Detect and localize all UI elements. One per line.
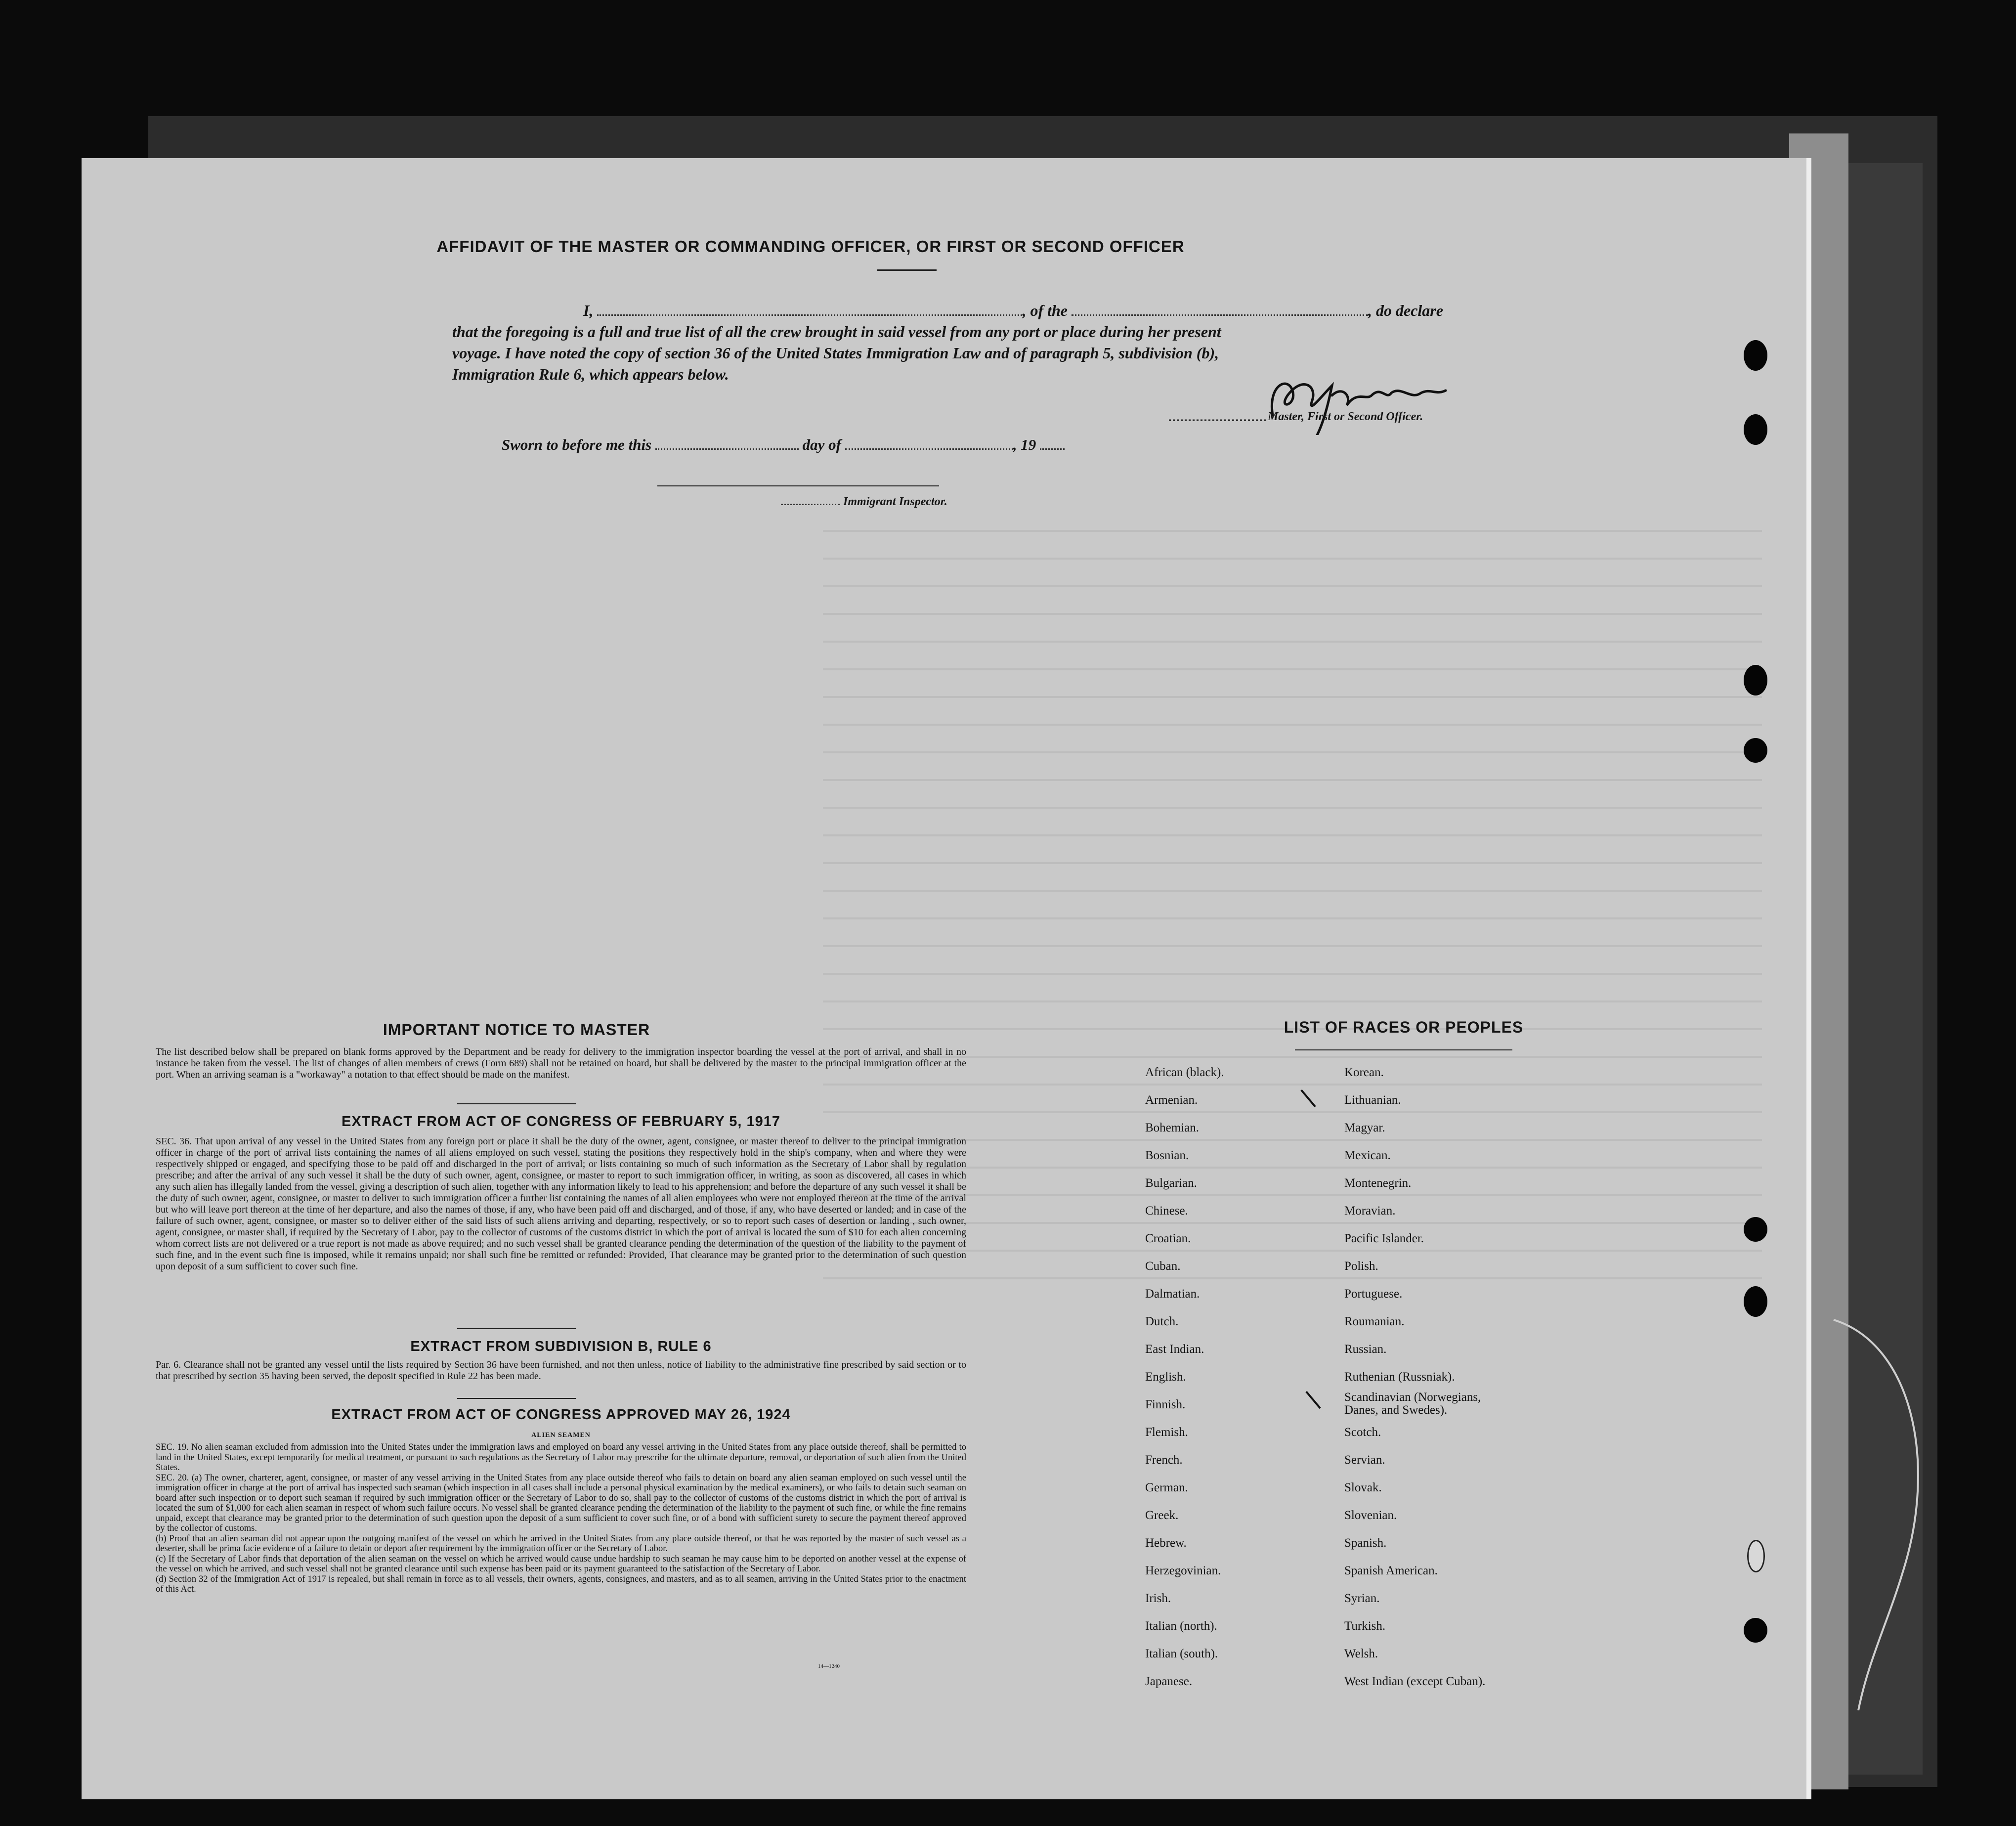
- race-item: Russian.: [1344, 1343, 1387, 1356]
- race-item: Spanish.: [1344, 1536, 1387, 1550]
- race-item: Scandinavian (Norwegians, Danes, and Swedes).: [1344, 1391, 1481, 1417]
- race-item: Pacific Islander.: [1344, 1232, 1424, 1245]
- extract2-title: EXTRACT FROM SUBDIVISION B, RULE 6: [410, 1339, 712, 1354]
- extract2-body: Par. 6. Clearance shall not be granted any vessel until the lists required by Section 36 have been furnished, and not then unless, notice of liability to the administrative fine prescribed by said section or to that prescribed by section 35 having been served, the deposit specified in Rule 22 has been made.: [156, 1359, 966, 1382]
- curved-pen-mark: [1829, 1315, 1947, 1720]
- extract3-sec20d: (d) Section 32 of the Immigration Act of 1917 is repealed, but shall remain in force as to all vessels, their owners, agents, consignees, and masters, and as to all seamen, arriving in the United States prior to the enactment of this Act.: [156, 1574, 966, 1594]
- races-left-column: [1145, 1059, 1224, 1696]
- race-item: Armenian.: [1145, 1093, 1198, 1107]
- divider-1: [457, 1103, 576, 1104]
- extract3-sec19: SEC. 19. No alien seaman excluded from admission into the United States under the immigration laws and employed on board any vessel arriving in the United States from any place outside thereof, shall be permitted to land in the United States, except temporarily for medical treatment, or pursuant to such regulations as the Secretary of Labor may prescribe for the ultimate departure, removal, or deportation of such alien from the United States.: [156, 1442, 966, 1473]
- master-signature: [1154, 366, 1465, 435]
- sworn-day-field[interactable]: [655, 448, 799, 450]
- extract3-sec20c: (c) If the Secretary of Labor finds that deportation of the alien seaman on the vessel on which he arrived would cause undue hardship to such seaman he may cause him to be deported on another vessel at the expense of the vessel on which he arrived, and such vessel shall not be granted clearance until such expense has been paid or its payment guaranteed to the satisfaction of the Secretary of Labor.: [156, 1554, 966, 1574]
- race-item: Irish.: [1145, 1592, 1171, 1605]
- extract3-sec20a: SEC. 20. (a) The owner, charterer, agent, consignee, or master of any vessel arriving in the United States from any place outside thereof who fails to detain on board any alien seaman employed on such vessel until the immigration officer in charge at the port of arrival has inspected such seaman (which inspection in all cases shall include a personal physical examination by the medical examiners), or who fails to detain such seaman on board after such inspection or to deport such seaman if required by such immigration officer or the Secretary of Labor to do so, shall pay to the collector of customs of the customs district in which the port of arrival is located the sum of $1,000 for each alien seaman in respect of whom such failure occurs. No vessel shall be granted clearance pending the determination of the liability to the payment of such fine, or while the fine remains unpaid, except that clearance may be granted prior to the determination of such question upon the deposit of a sum sufficient to cover such fine, or of a bond with sufficient surety to secure the payment thereof approved by the collector of customs.: [156, 1473, 966, 1533]
- race-item: Montenegrin.: [1344, 1176, 1412, 1190]
- binder-hole: [1744, 1286, 1767, 1317]
- inspector-signature-line: [657, 485, 939, 486]
- race-item: East Indian.: [1145, 1343, 1204, 1356]
- affidavit-line-4: Immigration Rule 6, which appears below.: [452, 365, 729, 383]
- sworn-year-field[interactable]: [1040, 448, 1065, 450]
- binder-hole: [1744, 738, 1767, 763]
- binder-hole-open: [1747, 1540, 1765, 1572]
- race-item: Finnish.: [1145, 1398, 1186, 1411]
- race-item: Italian (north).: [1145, 1619, 1217, 1633]
- document-page: [82, 158, 1811, 1799]
- races-underline: [1295, 1049, 1512, 1050]
- race-item: German.: [1145, 1481, 1188, 1494]
- notice-title: IMPORTANT NOTICE TO MASTER: [383, 1021, 650, 1039]
- race-item: Korean.: [1344, 1066, 1384, 1079]
- extract3-subtitle: ALIEN SEAMEN: [531, 1432, 591, 1439]
- race-item: Slovak.: [1344, 1481, 1382, 1494]
- vessel-field[interactable]: [1072, 314, 1368, 316]
- sworn-month-field[interactable]: [845, 448, 1013, 450]
- race-item: Dalmatian.: [1145, 1287, 1200, 1301]
- race-item: Spanish American.: [1344, 1564, 1438, 1577]
- race-item: Flemish.: [1145, 1426, 1188, 1439]
- race-item: Herzegovinian.: [1145, 1564, 1221, 1577]
- race-item: Magyar.: [1344, 1121, 1385, 1134]
- sworn-line: [502, 436, 1065, 454]
- race-item: Slovenian.: [1344, 1509, 1397, 1522]
- race-item: Japanese.: [1145, 1675, 1193, 1688]
- day-of-label: day of: [802, 436, 841, 453]
- race-item: Polish.: [1344, 1260, 1378, 1273]
- race-item: Moravian.: [1344, 1204, 1396, 1217]
- race-item: Mexican.: [1344, 1149, 1391, 1162]
- race-item: Croatian.: [1145, 1232, 1191, 1245]
- affidavit-line-3: voyage. I have noted the copy of section 36 of the United States Immigration Law and of paragraph 5, subdivision (b),: [452, 344, 1219, 362]
- race-item: West Indian (except Cuban).: [1344, 1675, 1486, 1688]
- signature-caption: Master, First or Second Officer.: [1268, 410, 1423, 423]
- race-item: Italian (south).: [1145, 1647, 1218, 1660]
- sworn-label: Sworn to before me this: [502, 436, 652, 453]
- divider-2: [457, 1328, 576, 1329]
- race-item: Welsh.: [1344, 1647, 1378, 1660]
- race-item: Dutch.: [1145, 1315, 1179, 1328]
- race-item: Portuguese.: [1344, 1287, 1403, 1301]
- i-label: I,: [583, 302, 594, 319]
- inspector-field[interactable]: [781, 504, 840, 505]
- divider-3: [457, 1398, 576, 1399]
- races-right-column: [1344, 1059, 1512, 1696]
- extract3-body: [156, 1442, 966, 1595]
- binder-hole: [1744, 665, 1767, 696]
- year-label: , 19: [1013, 436, 1036, 453]
- extract1-title: EXTRACT FROM ACT OF CONGRESS OF FEBRUARY 5, 1917: [341, 1114, 781, 1130]
- affidavit-line-1: [583, 302, 1453, 320]
- name-field[interactable]: [597, 314, 1022, 316]
- title-underline: [877, 269, 937, 271]
- binder-hole: [1744, 1217, 1767, 1242]
- race-item: Turkish.: [1344, 1619, 1386, 1633]
- race-item: Greek.: [1145, 1509, 1179, 1522]
- race-item: Chinese.: [1145, 1204, 1188, 1217]
- do-declare-label: , do declare: [1368, 302, 1443, 319]
- race-item: Bosnian.: [1145, 1149, 1189, 1162]
- race-item: Roumanian.: [1344, 1315, 1405, 1328]
- notice-body: The list described below shall be prepared on blank forms approved by the Department and be ready for delivery to the immigration inspector boarding the vessel at the port of arrival, and shall in no instance be taken from the vessel. The list of changes of alien members of crews (Form 689) shall not be retained on board, but shall be delivered by the master to the principal immigration officer at the port. When an arriving seaman is a "workaway" a notation to that effect should be made on the manifest.: [156, 1046, 966, 1080]
- extract3-title: EXTRACT FROM ACT OF CONGRESS APPROVED MAY 26, 1924: [331, 1407, 791, 1423]
- extract3-sec20b: (b) Proof that an alien seaman did not appear upon the outgoing manifest of the vessel on which he arrived in the United States from any place outside thereof, or that he was reported by the master of such vessel as a deserter, shall be prima facie evidence of a failure to detain or deport after requirement by the immigration officer or the Secretary of Labor.: [156, 1533, 966, 1554]
- race-item: Hebrew.: [1145, 1536, 1187, 1550]
- race-item: Bulgarian.: [1145, 1176, 1197, 1190]
- race-item: Lithuanian.: [1344, 1093, 1401, 1107]
- binder-hole: [1744, 340, 1767, 371]
- race-item: English.: [1145, 1370, 1186, 1384]
- race-item: Scotch.: [1344, 1426, 1381, 1439]
- affidavit-title: AFFIDAVIT OF THE MASTER OR COMMANDING OFFICER, OR FIRST OR SECOND OFFICER: [436, 237, 1185, 256]
- race-item: Ruthenian (Russniak).: [1344, 1370, 1455, 1384]
- affidavit-line-2: that the foregoing is a full and true list of all the crew brought in said vessel from any port or place during her present: [452, 323, 1221, 341]
- race-item: Cuban.: [1145, 1260, 1181, 1273]
- form-code: 14—1240: [818, 1663, 840, 1669]
- binder-hole: [1744, 1618, 1767, 1643]
- race-item: French.: [1145, 1453, 1183, 1467]
- inspector-caption: Immigrant Inspector.: [843, 495, 947, 508]
- race-item: Syrian.: [1344, 1592, 1380, 1605]
- race-item: Servian.: [1344, 1453, 1385, 1467]
- races-title: LIST OF RACES OR PEOPLES: [1284, 1018, 1524, 1036]
- race-item: African (black).: [1145, 1066, 1224, 1079]
- inspector-line: [781, 495, 947, 509]
- of-the-label: , of the: [1022, 302, 1068, 319]
- extract1-body: SEC. 36. That upon arrival of any vessel in the United States from any foreign port or place it shall be the duty of the owner, agent, consignee, or master thereof to deliver to the principal immigration officer in charge of the port of arrival lists containing the names of all aliens employed on such vessel, stating the positions they respectively hold in the ship's company, when and where they were respectively shipped or engaged, and specifying those to be paid off and discharged in the port of arrival; or lists containing so much of such information as the Secretary of Labor shall by regulation prescribe; and after the arrival of any such vessel it shall be the duty of such owner, agent, consignee, or master to report to such immigration officer, in writing, as soon as discovered, all cases in which any such alien has illegally landed from the vessel, giving a description of such alien, together with any information likely to lead to his apprehension; and before the departure of any such vessel it shall be the duty of such owner, agent, consignee, or master to deliver to such immigration officer a further list containing the names of all alien employees who were not employed thereon at the time of the arrival but who will leave port thereon at the time of her departure, and also the names of those, if any, who have been paid off and discharged, and of those, if any, who have deserted or landed; and in case of the failure of such owner, agent, consignee, or master so to deliver either of the said lists of such aliens arriving and departing, respectively, or so to report such cases of desertion or landing , such owner, agent, consignee, or master shall, if required by the Secretary of Labor, pay to the collector of customs of the customs district in which the port of arrival is located the sum of $10 for each alien concerning whom correct lists are not delivered or a true report is not made as above required; and no such vessel shall be granted clearance pending the determination of the question of the liability to the payment of such fine, and in the event such fine is imposed, while it remains unpaid; nor shall such fine be remitted or refunded: Provided, That clearance may be granted prior to the determination of such question upon deposit of a sum sufficient to cover such fine.: [156, 1136, 966, 1272]
- binder-hole: [1744, 414, 1767, 445]
- race-item: Bohemian.: [1145, 1121, 1200, 1134]
